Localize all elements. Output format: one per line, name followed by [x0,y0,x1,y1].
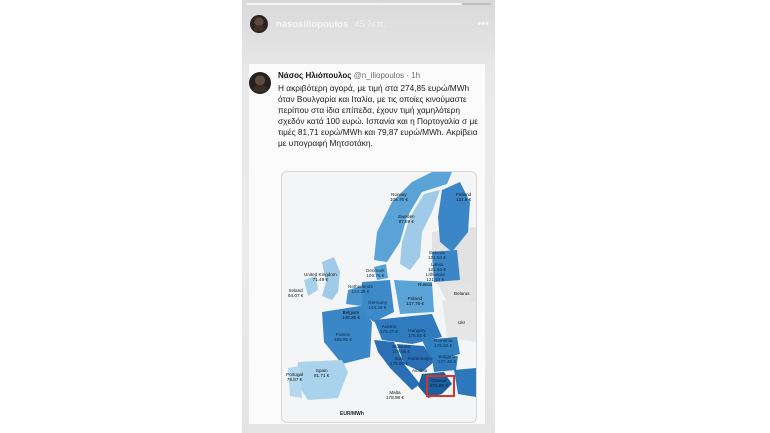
label-netherlands [348,284,373,294]
map-unit-label: EUR/MWh [340,411,364,417]
portugal-region [288,366,302,398]
story-username[interactable]: nasosiliopoulos [276,18,349,30]
label-belgium-name: Belgium [342,310,360,315]
label-ukraine: Ukr [458,320,466,325]
label-latvia-value: 121.53 € [428,267,446,272]
label-lithuania [426,272,445,282]
label-austria-name: Austria [381,324,397,329]
tweet-header [278,71,420,80]
label-belgium [342,310,360,320]
label-france-name: France [335,332,351,337]
label-ireland-name: Ireland [288,288,303,293]
label-greece-name: Greece [431,378,447,383]
label-romania [434,338,452,348]
label-italy-value: 178.98 € [390,361,408,366]
label-france [334,332,352,342]
label-germany-name: Germany [368,300,387,305]
turkey-region [454,368,476,397]
label-netherlands-name: Netherlands [348,284,373,289]
label-malta [386,390,404,400]
label-latvia [428,262,446,272]
story-progress-bar [246,3,491,5]
label-italy [390,356,408,366]
spain-region [296,360,348,400]
label-portugal [286,372,303,382]
label-hungary [408,328,426,338]
label-malta-value: 178.98 € [386,395,404,400]
label-hungary-value: 176.62 € [408,333,426,338]
tweet-avatar[interactable] [249,72,271,94]
label-austria-value: 174.27 € [380,329,398,334]
label-poland-name: Poland [407,296,423,301]
label-russia: Russia [418,282,433,287]
tweet-author-name[interactable]: Νάσος Ηλιόπουλος [278,71,352,80]
label-netherlands-value: 144.26 € [351,289,370,294]
label-romania-name: Romania [434,338,453,343]
label-bulgaria [438,354,456,364]
label-germany-value: 144.26 € [368,305,387,310]
story-time: 45 λεπ. [354,18,386,30]
label-finland [456,192,471,202]
more-horizontal-icon[interactable]: ••• [477,17,489,30]
label-belgium-value: 148.26 € [342,315,360,320]
label-uk-name: United Kingdom [304,272,337,277]
label-bulgaria-value: 177.45 € [438,359,456,364]
europe-price-map[interactable] [281,171,477,423]
label-ireland [288,288,303,298]
label-slovenia-value: 179.06 € [392,349,410,354]
label-uk [304,272,337,282]
story-progress-fill [246,3,462,5]
avatar[interactable] [250,15,268,33]
label-bulgaria-name: Bulgaria [438,354,456,359]
label-greece-value: 274.85 € [430,383,448,388]
label-norway-value: 106.76 € [390,197,408,202]
label-norway-name: Norway [391,192,407,197]
label-montenegro: Montenegro [408,356,433,361]
label-sweden-name: Sweden [398,214,415,219]
label-malta-name: Malta [389,390,401,395]
label-slovenia [392,344,410,354]
label-estonia-name: Estonia [429,250,445,255]
story-header [250,13,489,35]
label-hungary-name: Hungary [408,328,426,333]
label-sweden-value: 97.89 € [398,219,414,224]
label-norway [390,192,408,202]
label-denmark-name: Denmark [366,268,385,273]
label-belarus: Belarus [454,291,470,296]
label-lithuania-value: 121.53 € [426,277,445,282]
label-romania-value: 176.62 € [434,343,453,348]
label-spain [314,368,329,378]
greece-highlight-box [426,375,455,397]
label-estonia-value: 121.53 € [428,255,446,260]
label-france-value: 158.80 € [334,337,352,342]
tweet-text: Η ακριβότερη αγορά, με τιμή στα 274,85 ευρώ/MWh όταν Βουλγαρία και Ιταλία, με τις οποίες κινούμαστε περίπου στα ίδια επίπεδα, έχουν τιμή χαμηλότερη σχεδόν κατά 100 ευρώ. Ισπανία και η Πορτογαλία σ με τιμές 81,71 ευρώ/MWh και 79,87 ευρώ/MWh. Ακρίβεια με υπογραφή Μητσοτάκη. [278,83,478,149]
tweet-handle[interactable]: @n_iliopoulos [353,71,405,80]
tweet-separator: · [404,71,412,80]
label-austria [380,324,398,334]
label-lithuania-name: Lithuania [426,272,445,277]
label-uk-value: 71.49 € [312,277,328,282]
label-slovenia-name: Slovenia [392,344,410,349]
label-poland-value: 137.78 € [406,301,424,306]
label-italy-name: Italy [394,356,404,361]
label-poland [406,296,424,306]
label-portugal-name: Portugal [286,372,304,377]
label-spain-value: 81.71 € [314,373,330,378]
label-albania: Albania [412,368,428,373]
label-germany [368,300,387,310]
label-estonia [428,250,446,260]
label-latvia-name: Latvia [430,262,444,267]
label-finland-name: Finland [456,192,472,197]
label-ireland-value: 64.07 € [288,293,304,298]
label-denmark-value: 106.76 € [366,273,385,278]
label-portugal-value: 79.87 € [286,377,303,382]
label-sweden [398,214,415,224]
label-spain-name: Spain [315,368,328,373]
label-finland-value: 121.8 € [456,197,472,202]
label-denmark [366,268,385,278]
tweet-time: 1h [411,71,421,80]
